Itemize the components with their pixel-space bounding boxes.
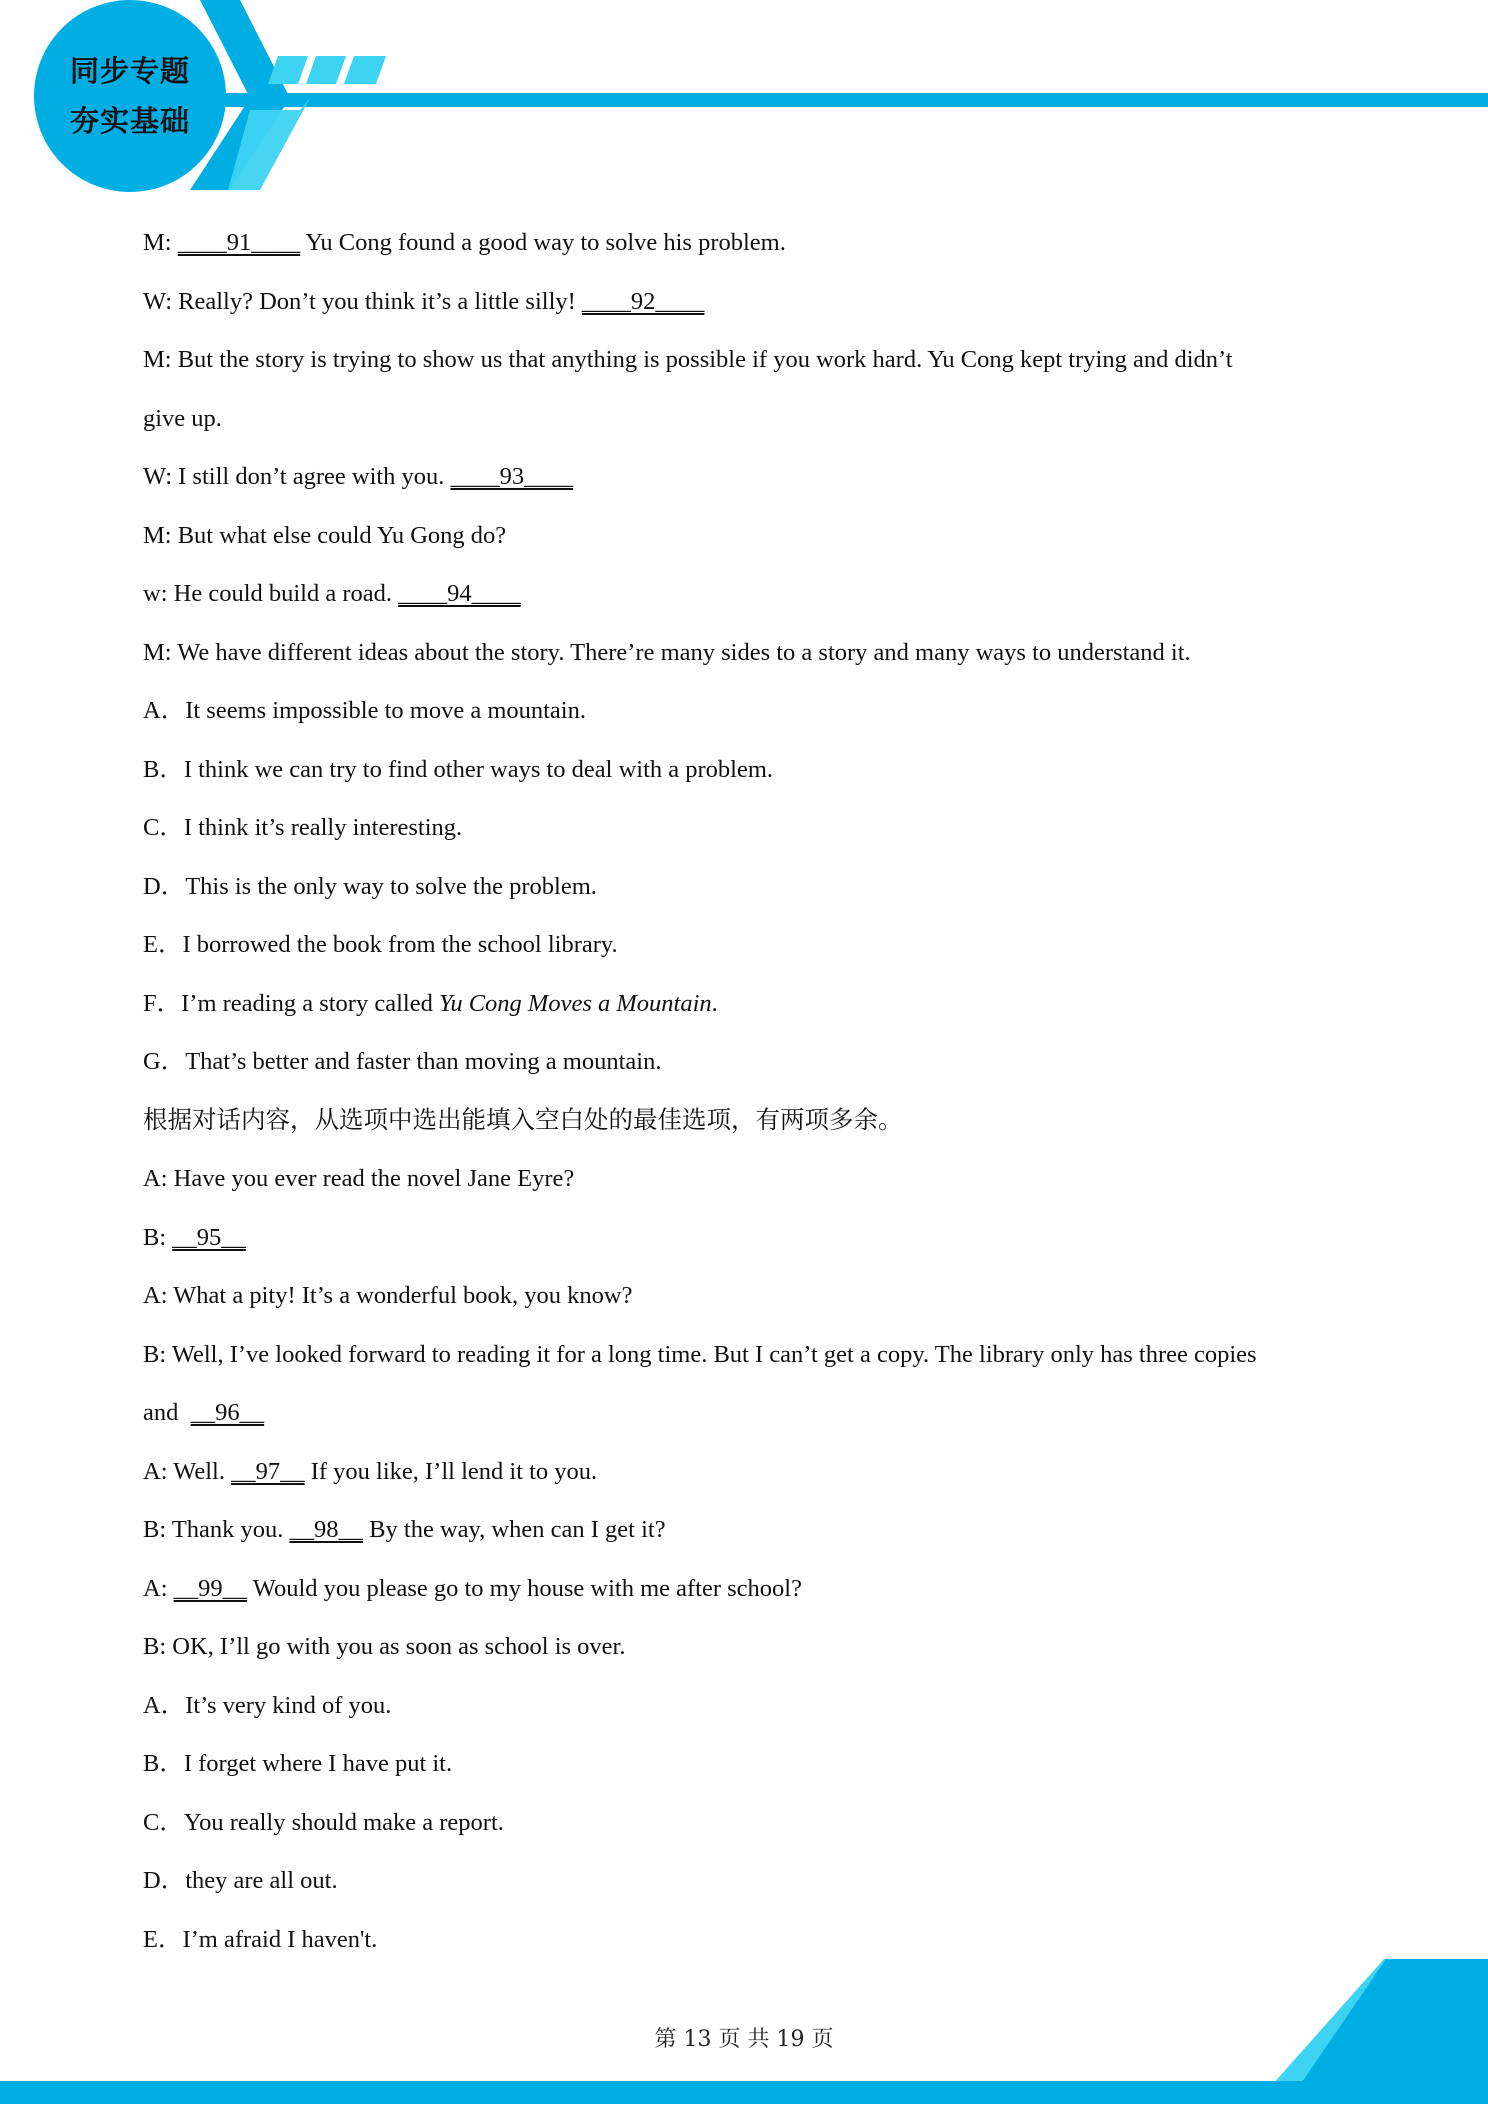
blank-96: __96__ xyxy=(190,1399,265,1426)
header-slash-3 xyxy=(344,56,386,84)
dialog2-line-1: A: Have you ever read the novel Jane Eyre? xyxy=(143,1165,575,1192)
dialog2-line-9: B: OK, I’ll go with you as soon as school is over. xyxy=(143,1633,626,1660)
dialog2-line-4: B: Well, I’ve looked forward to reading it for a long time. But I can’t get a copy. The library only has three copies xyxy=(143,1340,1257,1368)
option2-d: D．they are all out. xyxy=(143,1867,338,1894)
blank-99: __99__ xyxy=(173,1574,248,1602)
option1-d: D．This is the only way to solve the problem. xyxy=(143,872,597,900)
dialog1-line-8: M: We have different ideas about the story. There’re many sides to a story and many ways to understand it. xyxy=(143,638,1191,666)
dialog-text: Would you please go to my house with me after school? xyxy=(247,1574,802,1602)
option1-f xyxy=(143,984,1363,1043)
speaker: M: xyxy=(143,229,178,256)
option1-e: E．I borrowed the book from the school library. xyxy=(143,931,618,958)
badge-line-1: 同步专题 xyxy=(69,54,190,88)
header-slash-1 xyxy=(268,56,308,84)
dialog-text: By the way, when can I get it? xyxy=(363,1516,666,1543)
header-badge xyxy=(34,2,226,190)
dialog-text: If you like, I’ll lend it to you. xyxy=(304,1457,598,1485)
instruction: 根据对话内容，从选项中选出能填入空白处的最佳选项，有两项多余。 xyxy=(143,1106,903,1134)
blank-94: ____94____ xyxy=(398,580,521,607)
blank-95: __95__ xyxy=(172,1223,246,1251)
blank-92: ____92____ xyxy=(581,287,705,315)
blank-97: __97__ xyxy=(231,1457,305,1485)
speaker: B: xyxy=(143,1223,173,1251)
option2-c: C．You really should make a report. xyxy=(143,1808,504,1836)
option2-b: B．I forget where I have put it. xyxy=(143,1750,453,1777)
dialog-text: A: Well. xyxy=(143,1457,232,1485)
footer-stripe xyxy=(0,2081,1488,2104)
dialog2-line-5 xyxy=(143,1393,1363,1452)
speaker: A: xyxy=(143,1574,174,1602)
document-body xyxy=(143,223,1363,1978)
badge-line-2: 夯实基础 xyxy=(69,104,190,138)
blank-98: __98__ xyxy=(289,1516,364,1543)
dialog-text: B: Thank you. xyxy=(143,1516,290,1543)
dialog2-line-6 xyxy=(143,1452,1363,1511)
header-slash-2 xyxy=(306,56,346,84)
dialog1-line-5 xyxy=(143,457,1363,516)
dialog-text: W: I still don’t agree with you. xyxy=(143,463,451,490)
option1-c: C．I think it’s really interesting. xyxy=(143,814,463,841)
option-text: F．I’m reading a story called xyxy=(143,989,439,1017)
blank-91: ____91____ xyxy=(177,229,301,256)
dialog1-line-6: M: But what else could Yu Gong do? xyxy=(143,521,507,549)
option2-e: E．I’m afraid I haven't. xyxy=(143,1925,378,1953)
dialog2-line-8 xyxy=(143,1569,1363,1628)
option2-a: A．It’s very kind of you. xyxy=(143,1691,392,1719)
dialog1-line-4: give up. xyxy=(143,404,222,432)
option1-g: G．That’s better and faster than moving a mountain. xyxy=(143,1048,662,1075)
blank-93: ____93____ xyxy=(450,463,574,490)
dialog1-line-7 xyxy=(143,574,1363,633)
dialog1-line-1 xyxy=(143,223,1363,282)
dialog2-line-7 xyxy=(143,1510,1363,1569)
header-stripe xyxy=(150,93,1488,107)
dialog1-line-3: M: But the story is trying to show us that anything is possible if you work hard. Yu Cong kept trying and didn’t xyxy=(143,346,1233,373)
dialog2-line-3: A: What a pity! It’s a wonderful book, you know? xyxy=(143,1282,633,1309)
dialog-text: Yu Cong found a good way to solve his problem. xyxy=(300,229,786,256)
page-number: 第 13 页 共 19 页 xyxy=(654,2027,834,2052)
option1-b: B．I think we can try to find other ways to deal with a problem. xyxy=(143,755,774,783)
option-text: . xyxy=(711,989,718,1017)
dialog-text: and xyxy=(143,1399,191,1426)
dialog-text: W: Really? Don’t you think it’s a little silly! xyxy=(143,287,582,315)
option1-a: A．It seems impossible to move a mountain. xyxy=(143,697,586,724)
dialog1-line-2 xyxy=(143,282,1363,341)
dialog-text: w: He could build a road. xyxy=(143,580,399,607)
story-title: Yu Cong Moves a Mountain xyxy=(438,989,712,1017)
dialog2-line-2 xyxy=(143,1218,1363,1277)
